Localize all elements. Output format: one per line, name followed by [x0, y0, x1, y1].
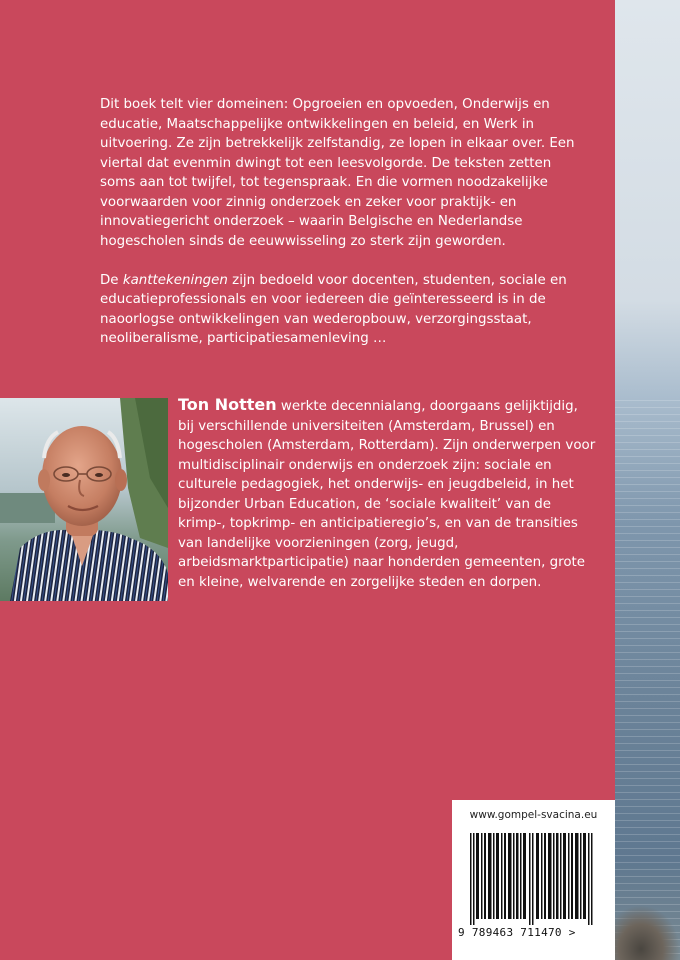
intro-paragraph-2: [100, 271, 580, 349]
shore-rocks: [615, 905, 680, 960]
author-name: Ton Notten: [178, 395, 277, 414]
front-cover-edge: [615, 0, 680, 960]
sea-texture: [615, 400, 680, 960]
intro-paragraph-1: Dit boek telt vier domeinen: Opgroeien en opvoeden, Onderwijs en educatie, Maatschappelijke ontwikkelingen en beleid, en Werk in uitvoering. Ze zijn betrekkelijk zelfstandig, ze lopen in elkaar over. Een viertal dat evenmin dwingt tot een leesvolgorde. De teksten zetten soms aan tot twijfel, tot tegenspraak. En die vormen noodzakelijke voorwaarden voor zinnig onderzoek en zeker voor praktijk- en innovatiegericht onderzoek – waarin Belgische en Nederlandse hogescholen sinds de eeuwwisseling zo sterk zijn geworden.: [100, 97, 575, 249]
author-bio-text: werkte decennialang, doorgaans gelijktijdig, bij verschillende universiteiten (Amsterdam, Brussel) en hogescholen (Amsterdam, Rotterdam). Zijn onderwerpen voor multidisciplinair onderwijs en onderzoek zijn: sociale en culturele pedagogiek, het onderwijs- en jeugdbeleid, in het bijzonder Urban Education, de ‘sociale kwaliteit’ van de krimp-, topkrimp- en anticipatieregio’s, en van de transities van landelijke voorzieningen (zorg, jeugd, arbeidsmarktparticipatie) naar honderden gemeenten, grote en kleine, welvarende en zorgelijke steden en dorpen.: [178, 399, 596, 590]
intro-p2-prefix: De: [100, 272, 123, 288]
author-photo: [0, 398, 168, 601]
author-portrait-image: [0, 398, 168, 601]
intro-p2-rest: zijn bedoeld voor docenten, studenten, sociale en educatieprofessionals en voor iedereen die geïnteresseerd is in de naoorlogse ontwikkelingen van wederopbouw, verzorgingsstaat, neoliberalisme, participatiesamenleving …: [100, 272, 567, 346]
barcode-bars: [470, 833, 593, 925]
intro-p2-italic: kanttekeningen: [122, 272, 228, 288]
author-bio: [178, 395, 598, 592]
barcode-panel: [452, 800, 615, 960]
isbn-digits: 9 789463 711470 >: [458, 926, 576, 939]
isbn-barcode: [470, 833, 600, 925]
publisher-url: www.gompel-svacina.eu: [469, 809, 598, 821]
intro-text: [100, 95, 580, 368]
